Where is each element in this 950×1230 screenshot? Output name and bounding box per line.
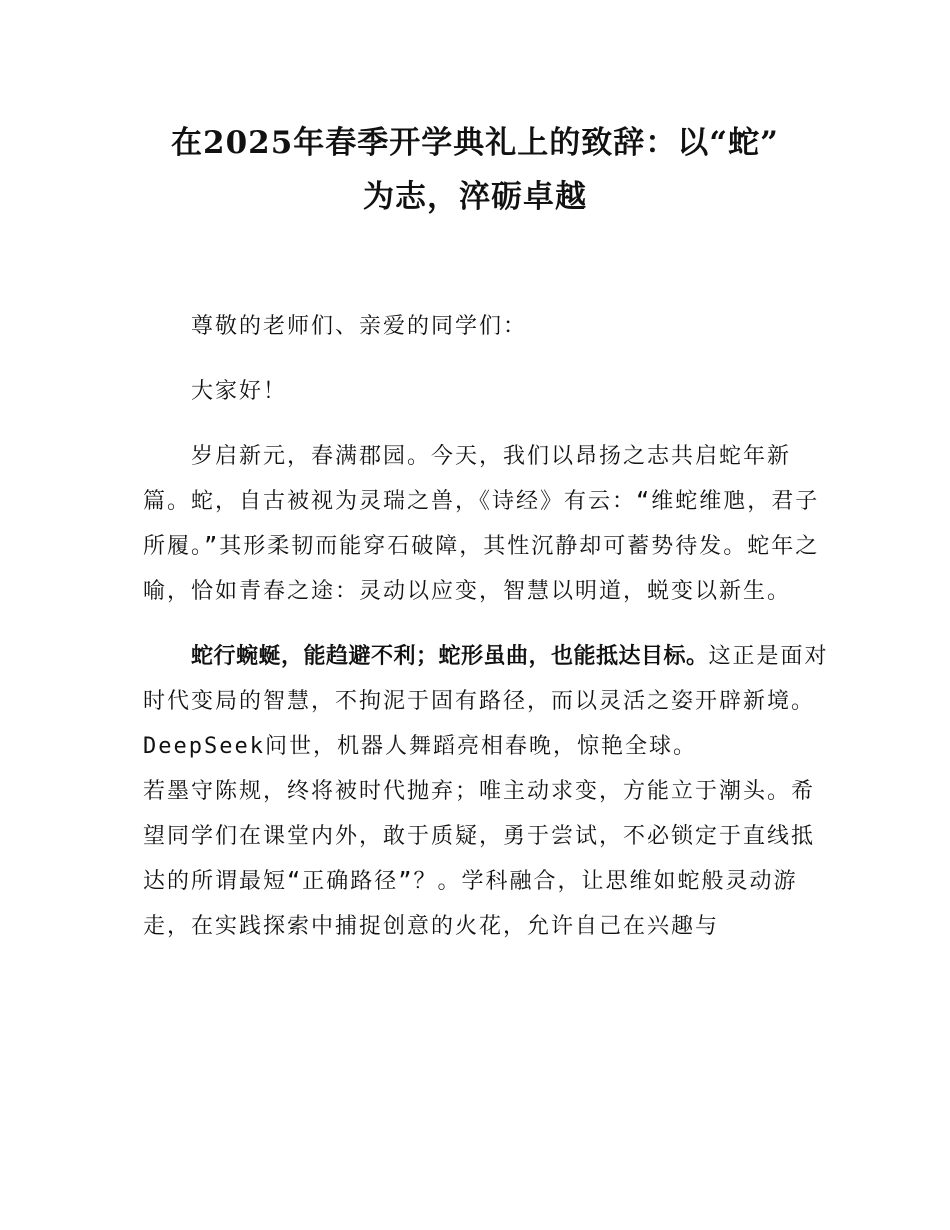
greeting: 大家好！	[191, 379, 288, 404]
document-title	[120, 116, 830, 224]
paragraph-2	[143, 634, 833, 769]
paragraph-1: 岁启新元，春满郡园。今天，我们以昂扬之志共启蛇年新篇。蛇，自古被视为灵瑞之兽，《诗经》有云：“维蛇维虺，君子所履。”其形柔韧而能穿石破障，其性沉静却可蓄势待发。蛇年之喻，恰如青春之途：灵动以应变，智慧以明道，蜕变以新生。	[143, 444, 820, 604]
document-body	[143, 304, 833, 969]
paragraph-2-bold-lead: 蛇行蜿蜒，能趋避不利；蛇形虽曲，也能抵达目标。	[191, 644, 709, 669]
title-line-2: 为志，淬砺卓越	[363, 179, 587, 215]
paragraph-2-text: 这正是面对时代变局的智慧，不拘泥于固有路径，而以灵活之姿开辟新境。DeepSeek问世，机器人舞蹈亮相春晚，惊艳全球。	[143, 644, 829, 759]
paragraph-3: 若墨守陈规，终将被时代抛弃；唯主动求变，方能立于潮头。希望同学们在课堂内外，敢于质疑，勇于尝试，不必锁定于直线抵达的所谓最短“正确路径”？。学科融合，让思维如蛇般灵动游走，在实践探索中捕捉创意的火花，允许自己在兴趣与	[143, 779, 816, 939]
title-line-1: 在2025年春季开学典礼上的致辞：以“蛇”	[171, 125, 779, 161]
salutation: 尊敬的老师们、亲爱的同学们：	[191, 314, 528, 339]
